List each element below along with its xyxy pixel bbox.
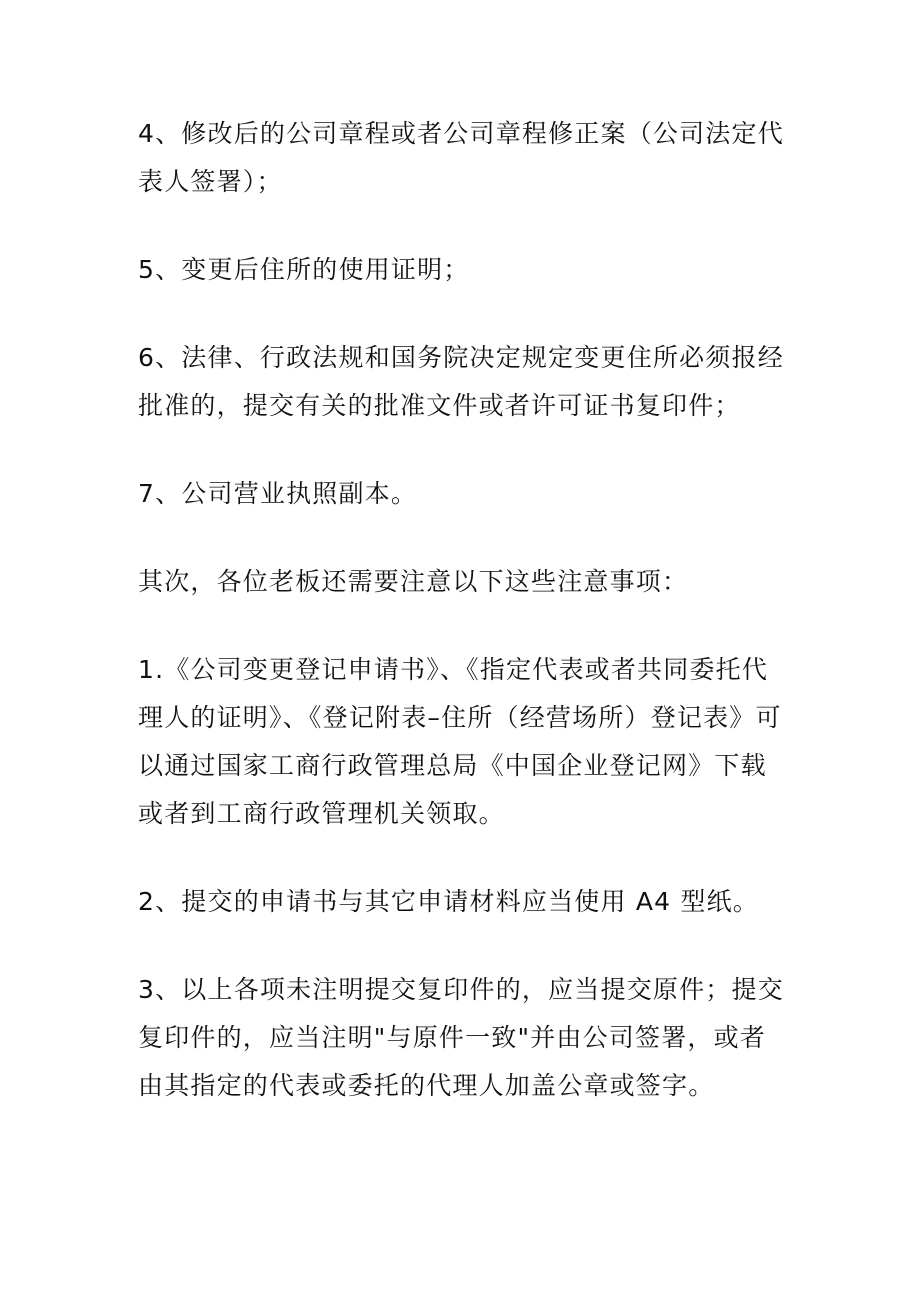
paragraph-item-5-address-proof: 5、变更后住所的使用证明； [138,255,470,284]
paragraph-item-4-company-charter: 4、修改后的公司章程或者公司章程修正案（公司法定代表人签署）； [138,119,784,196]
paragraph-notice-1-forms: 1.《公司变更登记申请书》、《指定代表或者共同委托代理人的证明》、《登记附表–住所（经营场所）登记表》可以通过国家工商行政管理总局《中国企业登记网》下载或者到工商行政管理机关领取。 [138,655,782,828]
paragraph-item-7-business-license: 7、公司营业执照副本。 [138,479,418,508]
paragraph-notice-3-originals: 3、以上各项未注明提交复印件的，应当提交原件；提交复印件的，应当注明"与原件一致"并由公司签署，或者由其指定的代表或委托的代理人加盖公章或签字。 [138,975,784,1100]
paragraph-notice-intro: 其次，各位老板还需要注意以下这些注意事项： [138,567,689,596]
paragraph-notice-2-paper-size: 2、提交的申请书与其它申请材料应当使用 A4 型纸。 [138,887,760,916]
paragraph-item-6-approval-documents: 6、法律、行政法规和国务院决定规定变更住所必须报经批准的，提交有关的批准文件或者许可证书复印件； [138,343,784,420]
